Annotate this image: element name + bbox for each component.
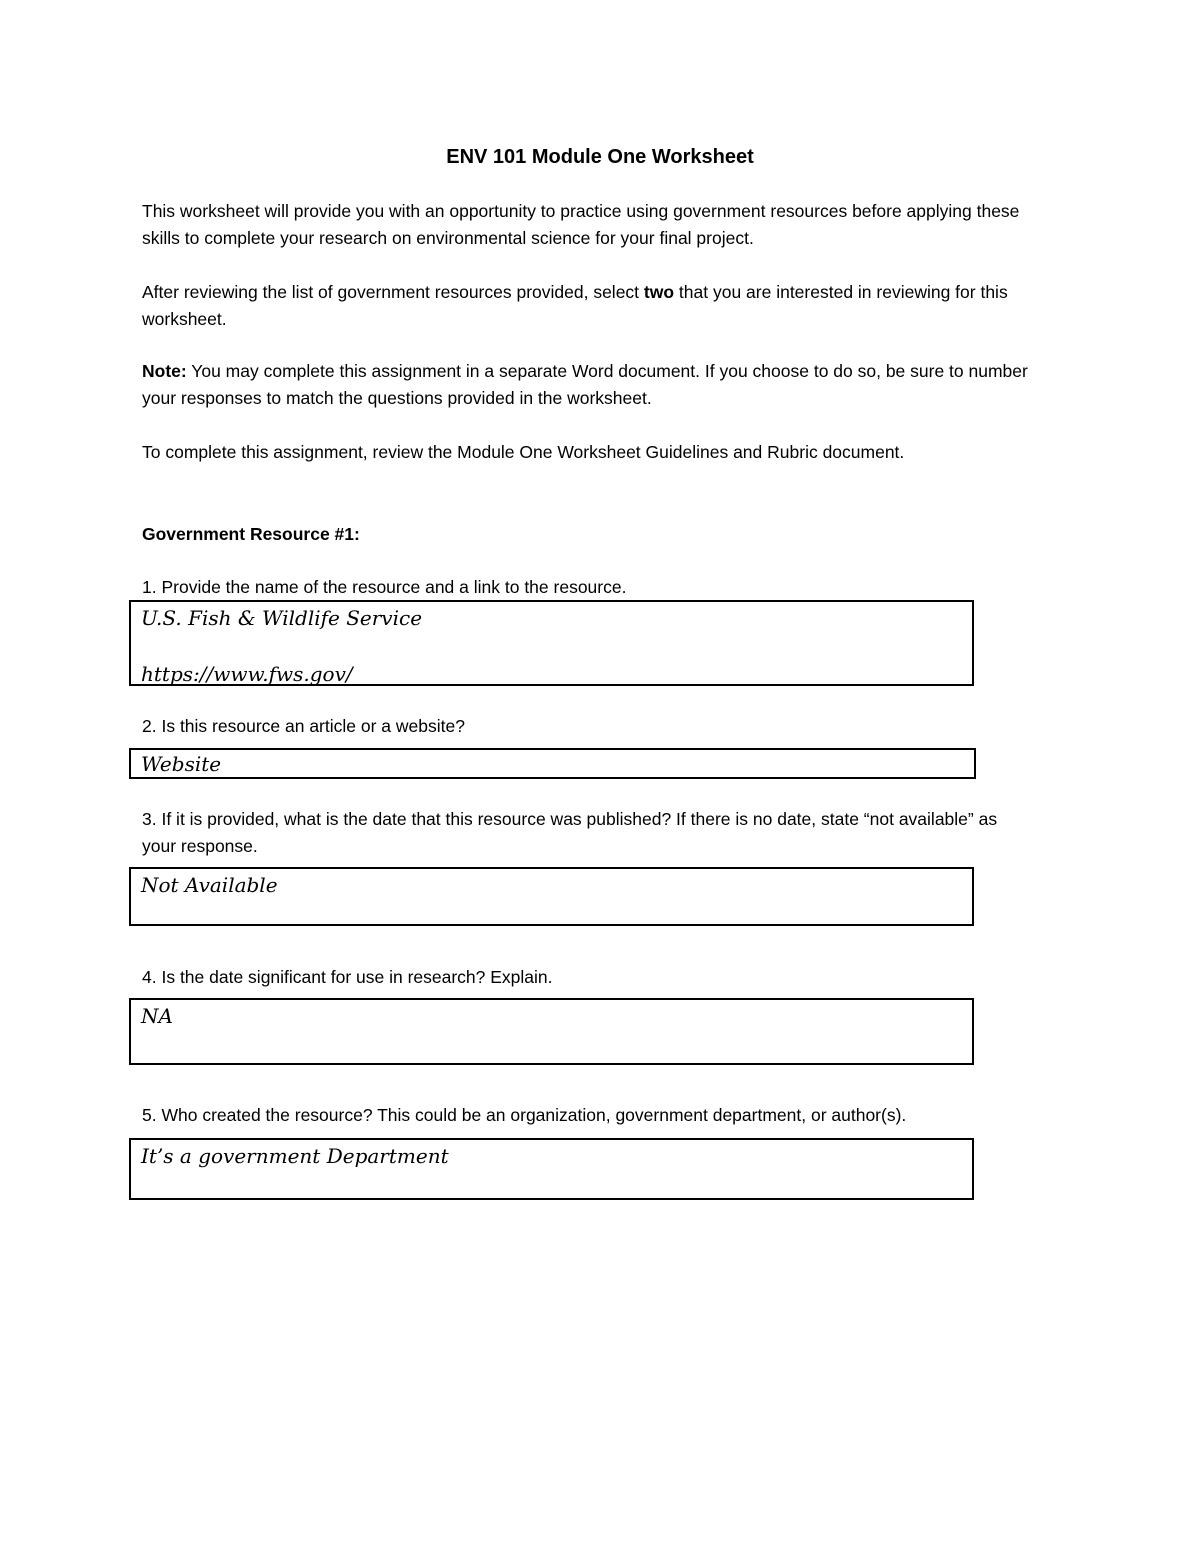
answer-line: Website bbox=[141, 752, 222, 776]
answer-box-2[interactable] bbox=[129, 748, 976, 779]
question-text: If it is provided, what is the date that this resource was published? If there is no date, state “not available” as your response. bbox=[142, 809, 998, 856]
intro-paragraph: This worksheet will provide you with an opportunity to practice using government resources before applying these skills to complete your research on environmental science for your final project. bbox=[142, 201, 1020, 248]
instructions-paragraph bbox=[142, 279, 1062, 333]
instructions-text-before: After reviewing the list of government resources provided, select bbox=[142, 282, 644, 302]
answer-line: NA bbox=[141, 1004, 173, 1028]
answer-line: https://www.fws.gov/ bbox=[141, 662, 353, 686]
instructions-text-after: that you are interested in reviewing for this worksheet. bbox=[142, 282, 1008, 329]
answer-box-4[interactable] bbox=[129, 998, 974, 1065]
question-text: Provide the name of the resource and a link to the resource. bbox=[156, 577, 627, 597]
question-number: 4. bbox=[142, 967, 157, 987]
answer-box-1[interactable] bbox=[129, 600, 974, 686]
note-label: Note: bbox=[142, 361, 187, 381]
note-paragraph bbox=[142, 358, 1062, 412]
instructions-emphasis: two bbox=[643, 282, 675, 302]
answer-box-5[interactable] bbox=[129, 1138, 974, 1200]
section-heading: Government Resource #1: bbox=[142, 524, 360, 544]
question-number: 1. bbox=[142, 577, 157, 597]
question-number: 2. bbox=[142, 716, 157, 736]
question-5 bbox=[142, 1102, 1042, 1129]
note-text: You may complete this assignment in a separate Word document. If you choose to do so, be sure to number your responses to match the questions provided in the worksheet. bbox=[142, 361, 1028, 408]
question-3 bbox=[142, 806, 1022, 860]
question-number: 5. bbox=[142, 1105, 157, 1125]
question-text: Who created the resource? This could be an organization, government department, or author(s). bbox=[156, 1105, 907, 1125]
question-1 bbox=[142, 574, 1042, 601]
answer-line: U.S. Fish & Wildlife Service bbox=[141, 606, 423, 630]
answer-line: Not Available bbox=[141, 873, 278, 897]
guidelines-paragraph: To complete this assignment, review the Module One Worksheet Guidelines and Rubric document. bbox=[142, 442, 905, 462]
question-text: Is this resource an article or a website? bbox=[156, 716, 465, 736]
question-number: 3. bbox=[142, 809, 157, 829]
document-title: ENV 101 Module One Worksheet bbox=[446, 146, 754, 168]
question-2 bbox=[142, 713, 1042, 740]
question-text: Is the date significant for use in research? Explain. bbox=[156, 967, 553, 987]
question-4 bbox=[142, 964, 1042, 991]
answer-line: It’s a government Department bbox=[141, 1144, 449, 1168]
answer-box-3[interactable] bbox=[129, 867, 974, 926]
